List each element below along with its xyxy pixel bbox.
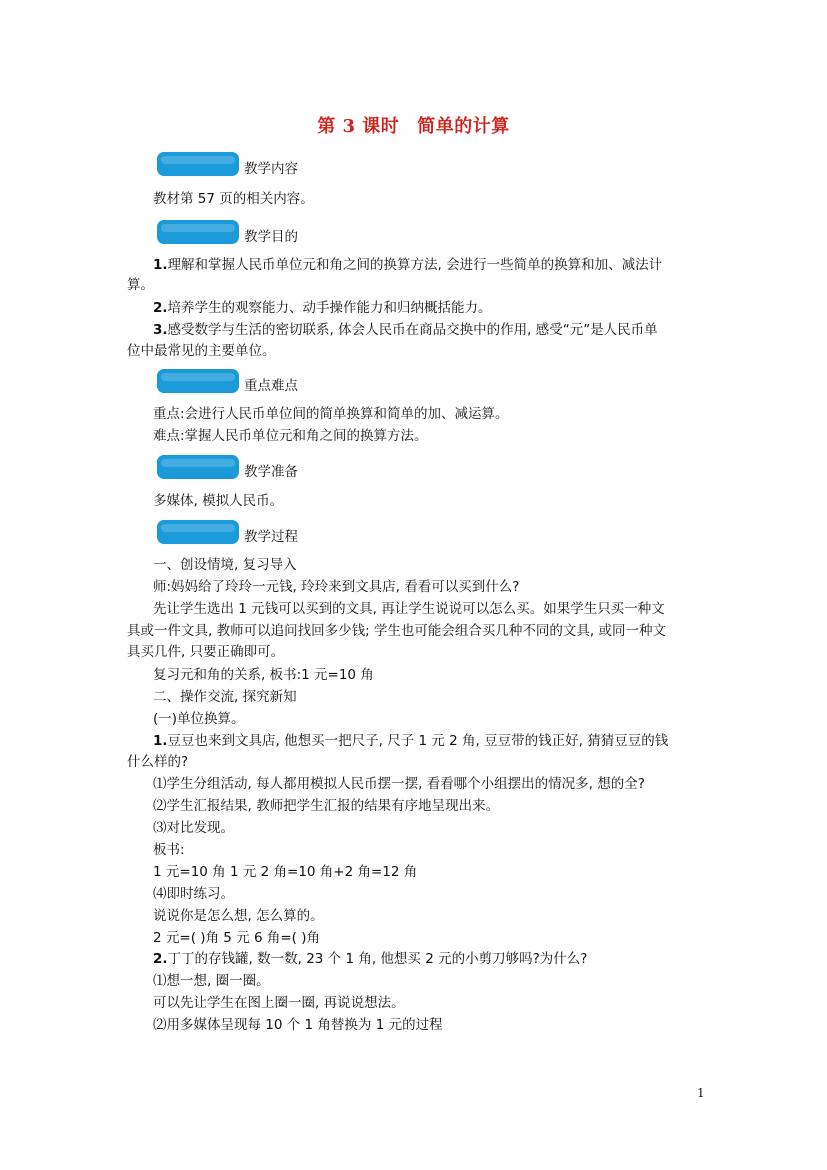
text-line: 1 元=10 角 1 元 2 角=10 角+2 角=12 角 xyxy=(153,864,418,880)
text-line: 算。 xyxy=(127,277,154,293)
text-line: 具买几件, 只要正确即可。 xyxy=(127,644,285,660)
text-line: 复习元和角的关系, 板书:1 元=10 角 xyxy=(153,667,374,683)
text: 感受数学与生活的密切联系, 体会人民币在商品交换中的作用, 感受“元”是人民币单 xyxy=(167,322,658,338)
section-label: 教学目的 xyxy=(244,229,298,245)
text-line xyxy=(153,321,658,339)
text: 丁丁的存钱罐, 数一数, 23 个 1 角, 他想买 2 元的小剪刀够吗?为什么? xyxy=(167,951,588,967)
section-tab-icon xyxy=(157,220,239,244)
text-line: ⑵学生汇报结果, 教师把学生汇报的结果有序地呈现出来。 xyxy=(153,798,500,814)
text-line: 说说你是怎么想, 怎么算的。 xyxy=(153,908,324,924)
text-line: 先让学生选出 1 元钱可以买到的文具, 再让学生说说可以怎么买。如果学生只买一种文 xyxy=(153,601,665,617)
text-line: ⑷即时练习。 xyxy=(153,886,234,902)
section-label: 教学准备 xyxy=(244,464,298,480)
text-line: 板书: xyxy=(153,842,185,858)
text: 理解和掌握人民币单位元和角之间的换算方法, 会进行一些简单的换算和加、减法计 xyxy=(167,257,663,273)
item-number: 1. xyxy=(153,257,168,273)
text-line: 什么样的? xyxy=(127,754,189,770)
section-tab-icon xyxy=(157,152,239,176)
text-line: ⑶对比发现。 xyxy=(153,820,234,836)
item-number: 3. xyxy=(153,322,168,338)
text-line: 二、操作交流, 探究新知 xyxy=(153,689,297,705)
lesson-number: 第 3 课时 xyxy=(317,116,400,137)
text-line: ⑴想一想, 圈一圈。 xyxy=(153,973,270,989)
text-line: 教材第 57 页的相关内容。 xyxy=(153,191,314,207)
item-number: 2. xyxy=(153,300,168,316)
text-line: 位中最常见的主要单位。 xyxy=(127,343,276,359)
text-line: 师:妈妈给了玲玲一元钱, 玲玲来到文具店, 看看可以买到什么? xyxy=(153,579,520,595)
page-number: 1 xyxy=(697,1086,705,1100)
text-line xyxy=(153,256,662,274)
text-line xyxy=(153,732,668,750)
text-line: 多媒体, 模拟人民币。 xyxy=(153,493,284,509)
text-line xyxy=(153,299,492,317)
text-line xyxy=(153,950,587,968)
section-tab-icon xyxy=(157,520,239,544)
text-line: 可以先让学生在图上圈一圈, 再说说想法。 xyxy=(153,995,405,1011)
text-line: (一)单位换算。 xyxy=(153,711,245,727)
text-line: ⑴学生分组活动, 每人都用模拟人民币摆一摆, 看看哪个小组摆出的情况多, 想的全? xyxy=(153,776,645,792)
text-line: ⑵用多媒体呈现每 10 个 1 角替换为 1 元的过程 xyxy=(153,1017,443,1033)
text-line: 难点:掌握人民币单位元和角之间的换算方法。 xyxy=(153,428,428,444)
text: 豆豆也来到文具店, 他想买一把尺子, 尺子 1 元 2 角, 豆豆带的钱正好, 猜猜豆豆的钱 xyxy=(167,733,669,749)
lesson-name: 简单的计算 xyxy=(417,116,510,137)
section-tab-icon xyxy=(157,369,239,393)
text-line: 一、创设情境, 复习导入 xyxy=(153,557,297,573)
text-line: 2 元=( )角 5 元 6 角=( )角 xyxy=(153,930,320,946)
item-number: 2. xyxy=(153,951,168,967)
text-line: 重点:会进行人民币单位间的简单换算和简单的加、减运算。 xyxy=(153,406,509,422)
section-label: 教学内容 xyxy=(244,161,298,177)
section-label: 教学过程 xyxy=(244,529,298,545)
text-line: 具或一件文具, 教师可以追问找回多少钱; 学生也可能会组合买几种不同的文具, 或同一种文 xyxy=(127,623,667,639)
text: 培养学生的观察能力、动手操作能力和归纳概括能力。 xyxy=(167,300,492,316)
lesson-title xyxy=(0,112,827,138)
section-label: 重点难点 xyxy=(244,378,298,394)
section-tab-icon xyxy=(157,455,239,479)
item-number: 1. xyxy=(153,733,168,749)
